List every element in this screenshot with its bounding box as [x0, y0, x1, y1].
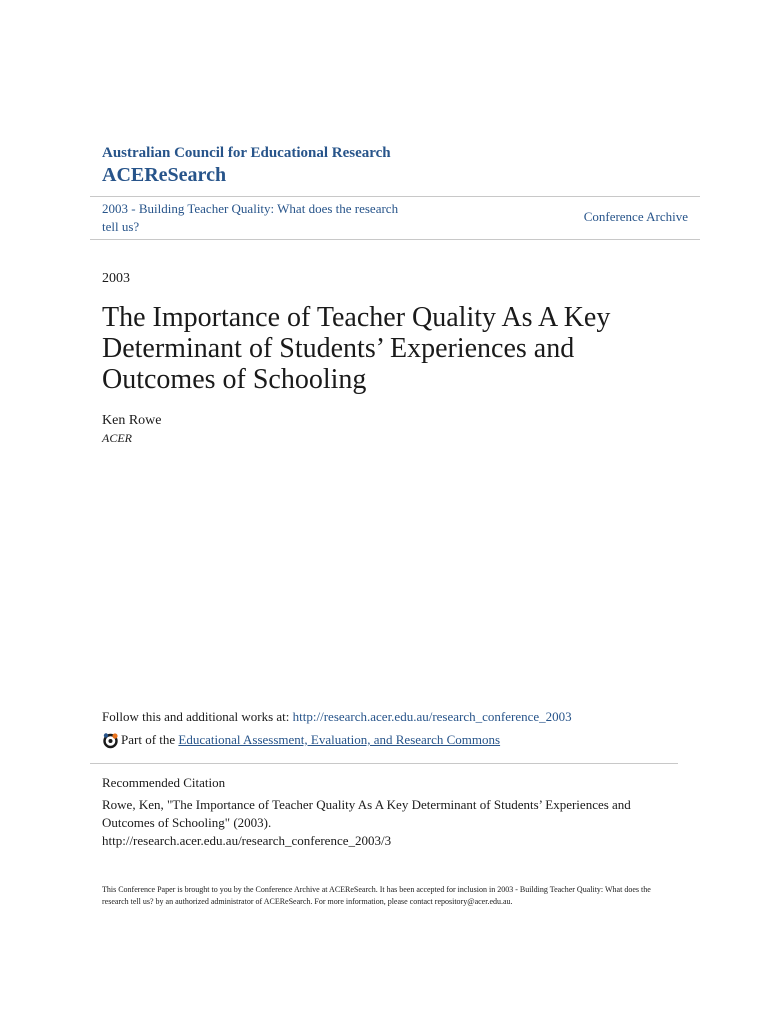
repository-notice: This Conference Paper is brought to you by the Conference Archive at ACEReSearch. It has been accepted for inclusion in 2003 - Building Teacher Quality: What does the research tell us? by an authorized administrator of ACEReSearch. For more information, please contact repository@acer.edu.au.: [102, 885, 651, 906]
paper-title: The Importance of Teacher Quality As A Key Determinant of Students’ Experiences and Outcomes of Schooling: [102, 302, 611, 395]
follow-url-link[interactable]: http://research.acer.edu.au/research_conference_2003: [292, 709, 572, 724]
repository-header: [102, 144, 702, 187]
author-name: Ken Rowe: [102, 413, 162, 428]
citation-text: [102, 796, 662, 850]
author-affiliation: ACER: [102, 431, 132, 445]
commons-network-icon: [102, 732, 119, 749]
collection-link[interactable]: 2003 - Building Teacher Quality: What does the research tell us?: [102, 201, 399, 234]
divider: [90, 763, 678, 764]
repository-name[interactable]: ACEReSearch: [102, 164, 227, 186]
conference-archive-link[interactable]: Conference Archive: [583, 209, 688, 224]
commons-link[interactable]: Educational Assessment, Evaluation, and Research Commons: [178, 732, 501, 747]
part-of-label: Part of the: [121, 732, 176, 747]
citation-url[interactable]: http://research.acer.edu.au/research_conference_2003/3: [102, 833, 392, 848]
citation-reference: Rowe, Ken, "The Importance of Teacher Quality As A Key Determinant of Students’ Experiences and Outcomes of Schooling" (2003).: [102, 797, 631, 830]
follow-label: Follow this and additional works at:: [102, 709, 293, 724]
organization-name[interactable]: Australian Council for Educational Research: [102, 145, 391, 161]
follow-line: [102, 708, 572, 726]
part-of-line: [102, 731, 500, 749]
collection-bar: [90, 196, 700, 240]
citation-heading: Recommended Citation: [102, 775, 226, 790]
publication-year: 2003: [102, 271, 130, 286]
